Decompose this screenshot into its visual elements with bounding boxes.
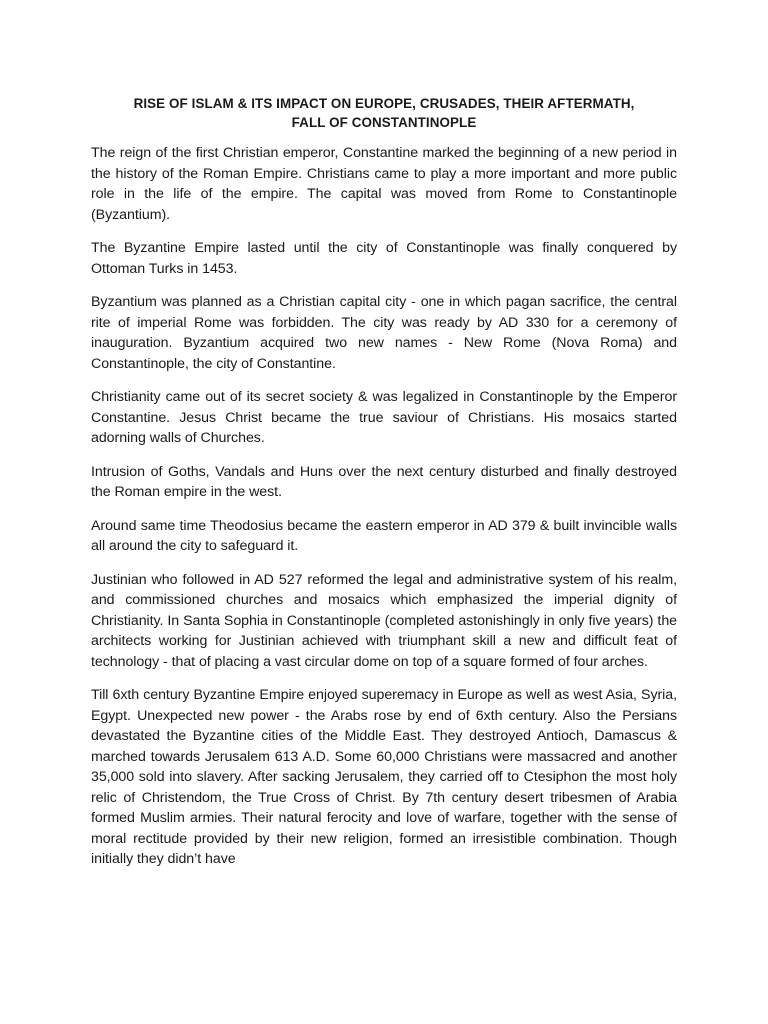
document-title-line-2: FALL OF CONSTANTINOPLE xyxy=(291,115,477,130)
paragraph-constantine-reign: The reign of the first Christian emperor, Constantine marked the beginning of a new period in the history of the Roman Empire. Christians came to play a more important and more public role in the life of the empire. The capital was moved from Rome to Constantinople (Byzantium). xyxy=(91,145,677,223)
paragraph-justinian: Justinian who followed in AD 527 reformed the legal and administrative system of his realm, and commissioned churches and mosaics which emphasized the imperial dignity of Christianity. In Santa Sophia in Constantinople (completed astonishingly in only five years) the architects working for Justinian achieved with triumphant skill a new and difficult feat of technology - that of placing a vast circular dome on top of a square formed of four arches. xyxy=(91,571,677,670)
paragraph-theodosius-walls: Around same time Theodosius became the eastern emperor in AD 379 & built invincible walls all around the city to safeguard it. xyxy=(91,517,677,554)
paragraph-intrusion-of-goths: Intrusion of Goths, Vandals and Huns over the next century disturbed and finally destroyed the Roman empire in the west. xyxy=(91,463,677,500)
document-body xyxy=(91,94,677,883)
paragraph-rise-of-arabs: Till 6xth century Byzantine Empire enjoyed superemacy in Europe as well as west Asia, Syria, Egypt. Unexpected new power - the Arabs rose by end of 6xth century. Also the Persians devastated the Byzantine cities of the Middle East. They destroyed Antioch, Damascus & marched towards Jerusalem 613 A.D. Some 60,000 Christians were massacred and another 35,000 sold into slavery. After sacking Jerusalem, they carried off to Ctesiphon the most holy relic of Christendom, the True Cross of Christ. By 7th century desert tribesmen of Arabia formed Muslim armies. Their natural ferocity and love of warfare, together with the sense of moral rectitude provided by their new religion, formed an irresistible combination. Though initially they didn’t have xyxy=(91,687,677,867)
paragraph-byzantium-capital: Byzantium was planned as a Christian capital city - one in which pagan sacrifice, the central rite of imperial Rome was forbidden. The city was ready by AD 330 for a ceremony of inauguration. Byzantium acquired two new names - New Rome (Nova Roma) and Constantinople, the city of Constantine. xyxy=(91,294,677,372)
paragraph-christianity-legalized: Christianity came out of its secret society & was legalized in Constantinople by the Emperor Constantine. Jesus Christ became the true saviour of Christians. His mosaics started adorning walls of Churches. xyxy=(91,389,677,446)
document-title-line-1: RISE OF ISLAM & ITS IMPACT ON EUROPE, CRUSADES, THEIR AFTERMATH, xyxy=(133,96,635,111)
document-title xyxy=(91,94,677,132)
paragraph-byzantine-empire-duration: The Byzantine Empire lasted until the city of Constantinople was finally conquered by Ottoman Turks in 1453. xyxy=(91,240,677,277)
